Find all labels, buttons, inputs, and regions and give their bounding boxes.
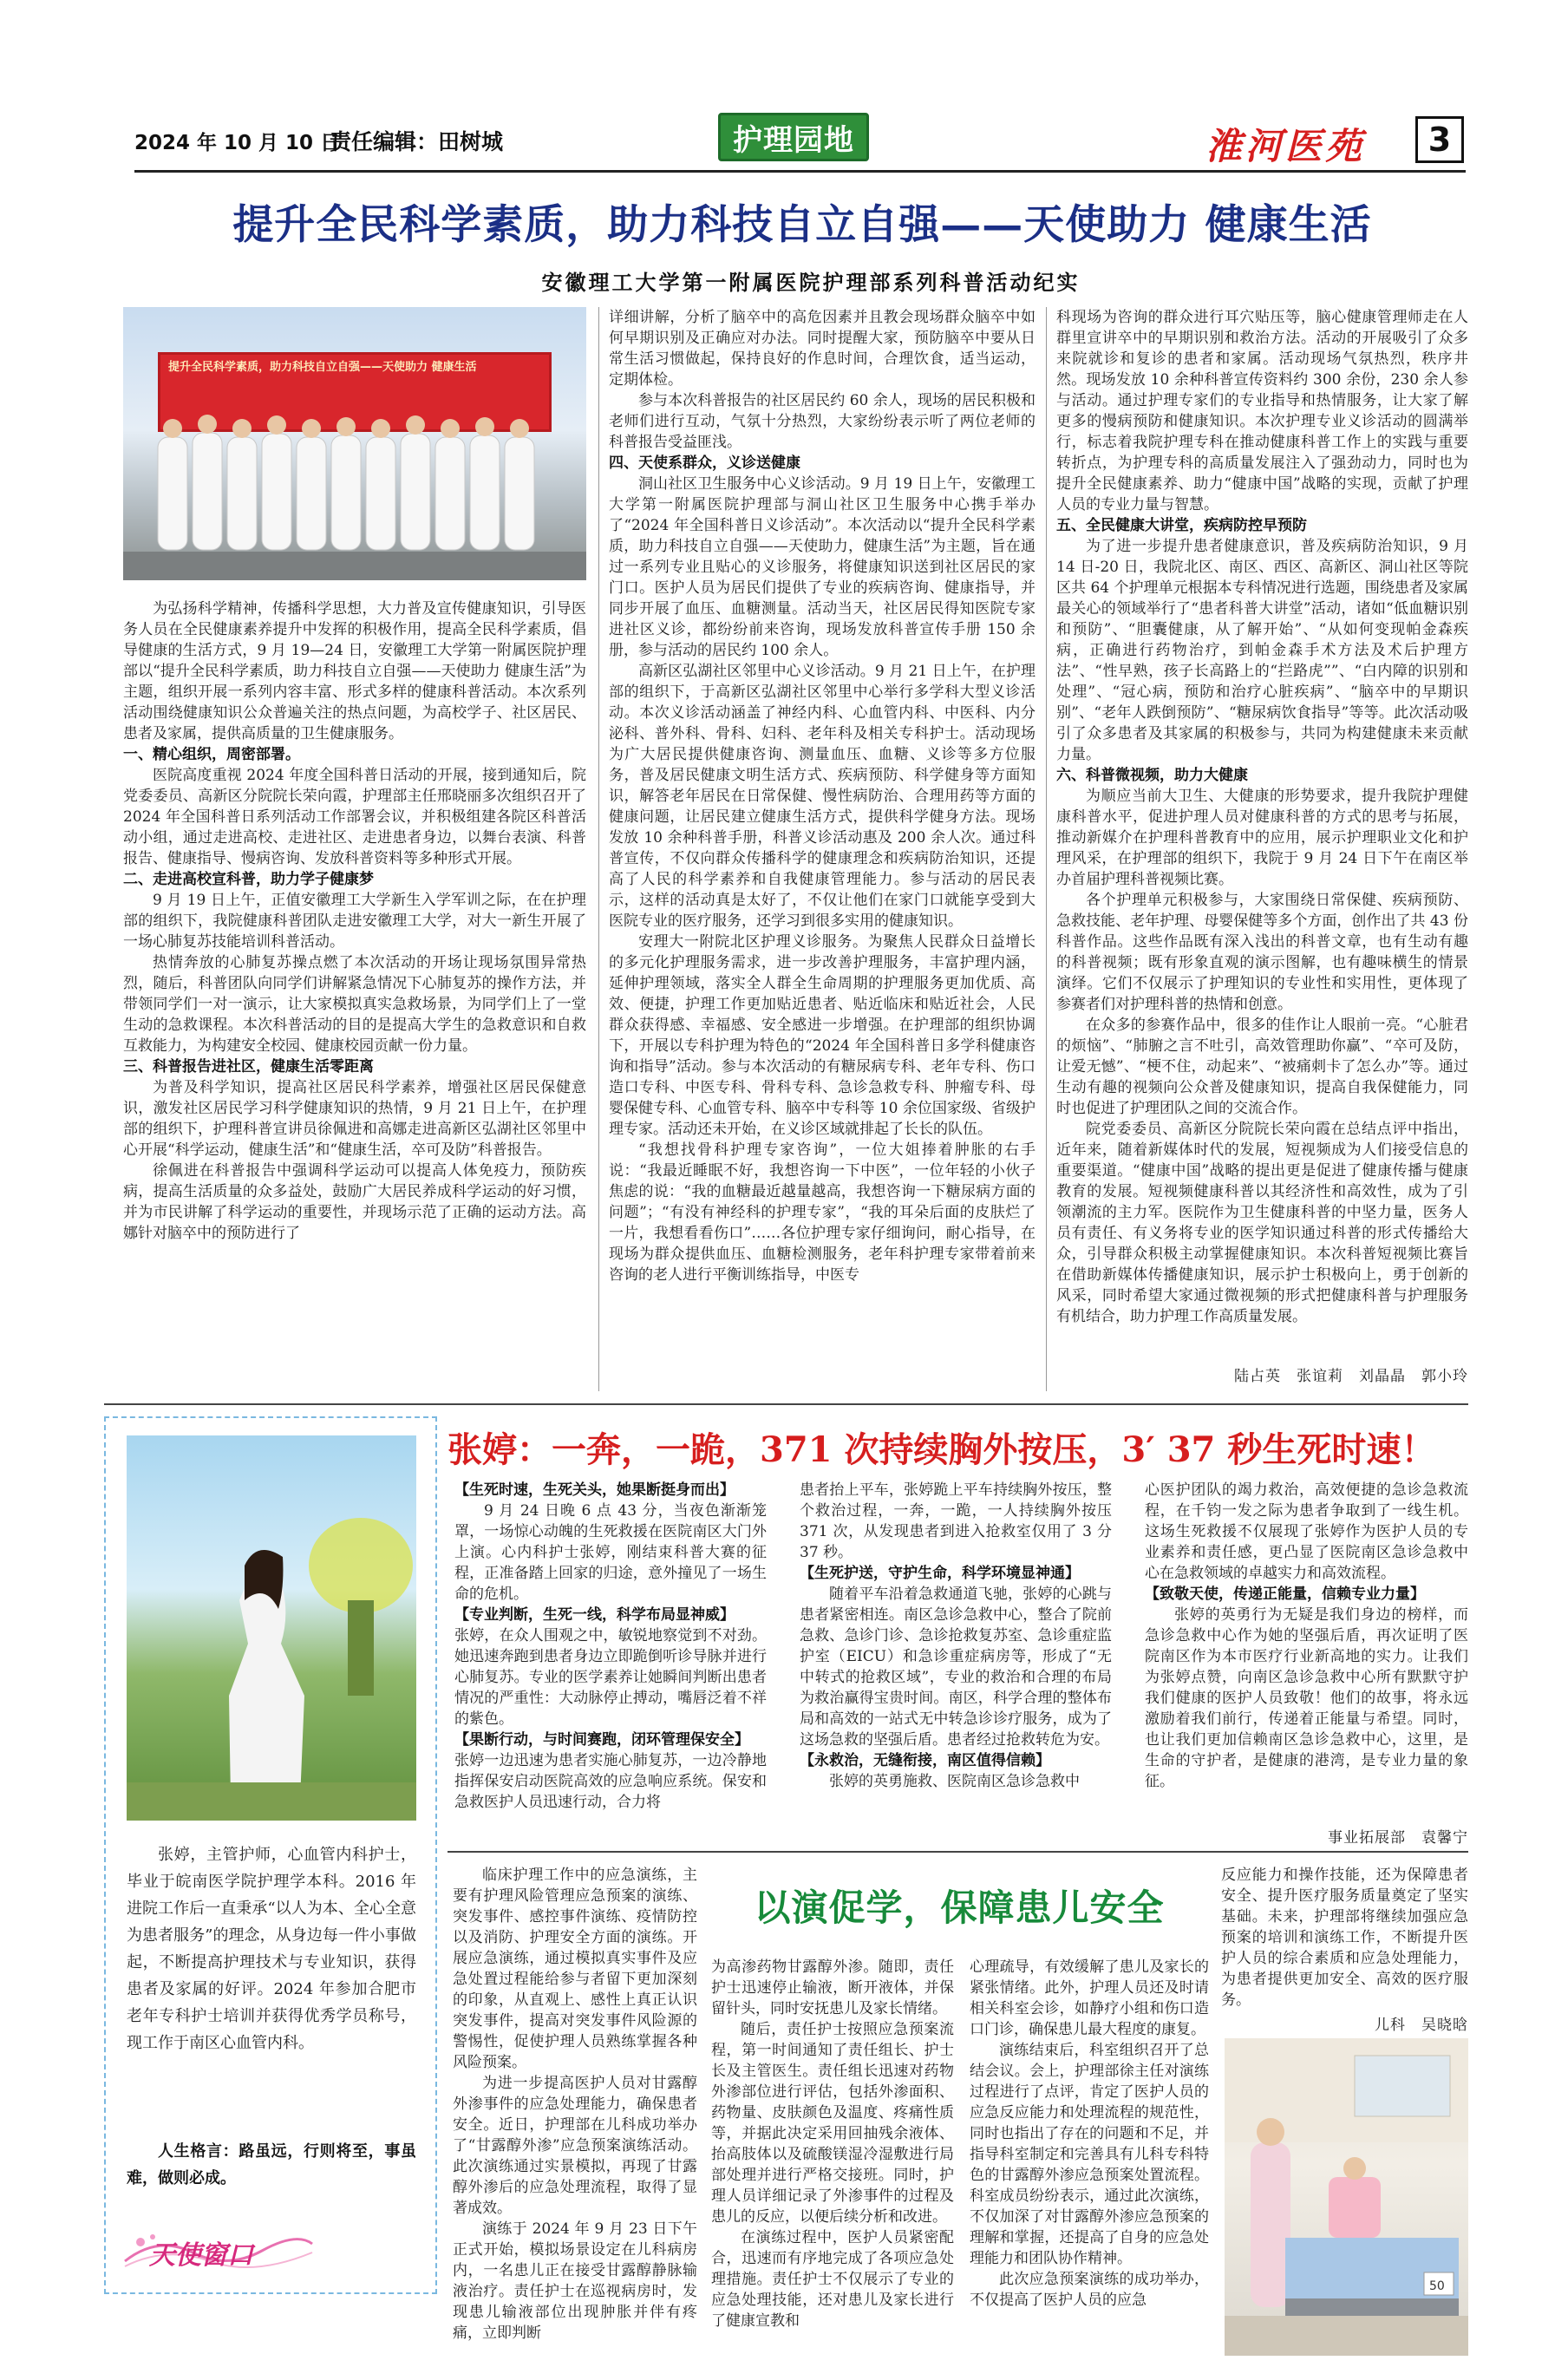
paragraph: 参与本次科普报告的社区居民约 60 余人，现场的居民积极和老师们进行互动，气氛十分热烈，大家纷纷表示听了两位老师的科普报告受益匪浅。 xyxy=(609,392,1036,451)
header-rule xyxy=(134,170,1466,173)
article2-col3-content xyxy=(1145,1480,1468,1792)
article2-author: 事业拓展部 袁馨宁 xyxy=(1328,1829,1468,1847)
paragraph: 张婷的英勇施救、医院南区急诊急救中 xyxy=(829,1773,1080,1790)
subheading: 【致敬天使，传递正能量，信赖专业力量】 xyxy=(1145,1586,1425,1603)
article3-column-2 xyxy=(711,1957,954,2364)
paragraph: 患者抬上平车，张婷跪上平车持续胸外按压，整个救治过程，一奔，一跪，一人持续胸外按压 371 次，从发现患者到进入抢救室仅用了 3 分 37 秒。 xyxy=(800,1481,1112,1561)
page-header xyxy=(0,0,1568,173)
newspaper-name: 淮河医苑 xyxy=(1205,125,1366,167)
page-number: 3 xyxy=(1428,121,1452,159)
subheading: 【生死时速，生死关头，她果断挺身而出】 xyxy=(454,1481,735,1499)
article3-col3-content xyxy=(970,1957,1209,2311)
angel-window-title: 天使窗口 xyxy=(149,2240,253,2271)
paragraph: 为弘扬科学精神，传播科学思想，大力普及宣传健康知识，引导医务人员在全民健康素养提升中发挥的积极作用，提高全民科学素质，倡导健康的生活方式，9 月 19—24 日，安徽理工大学第一附属医院护理部以“提升全民科学素质，助力科技自立自强——天使助力 健康生活”为主题，组织开展一系列内容丰富、形式多样的健康科普活动。本次系列活动围绕健康知识公众普遍关注的热点问题，为高校学子、社区居民、患者及家属，提供高质量的卫生健康服务。 xyxy=(123,600,586,742)
subheading: 五、全民健康大讲堂，疾病防控早预防 xyxy=(1056,517,1307,534)
article3-column-4 xyxy=(1221,1865,1468,2012)
paragraph: “我想找骨科护理专家咨询”，一位大姐捧着肿胀的右手说：“我最近睡眠不好，我想咨询一下中医”，一位年轻的小伙子焦虑的说：“我的血糖最近越量越高，我想咨询一下糖尿病方面的问题”；“有没有神经科的护理专家”，“我的耳朵后面的皮肤烂了一片，我想看看伤口”……各位护理专家仔细询问，耐心指导，在现场为群众提供血压、血糖检测服务，老年科护理专家带着前来咨询的老人进行平衡训练指导，中医专 xyxy=(609,1141,1036,1284)
profile-caption: 张婷，主管护师，心血管内科护士，毕业于皖南医学院护理学本科。2016 年进院工作后一直秉承“以人为本、全心全意为患者服务”的理念，从身边每一件小事做起，不断提高护理技术与专业知识，获得患者及家属的好评。2024 年参加合肥市老年专科护士培训并获得优秀学员称号，现工作于南区心血管内科。 xyxy=(127,1846,416,2052)
article2-column-1 xyxy=(454,1480,767,1844)
subheading: 三、科普报告进社区，健康生活零距离 xyxy=(123,1058,374,1076)
subheading: 【生死护送，守护生命，科学环境显神通】 xyxy=(800,1565,1080,1582)
subheading: 四、天使系群众，义诊送健康 xyxy=(609,454,800,472)
paragraph: 9 月 24 日晚 6 点 43 分，当夜色渐渐笼罩，一场惊心动魄的生死救援在医院南区大门外上演。心内科护士张婷，刚结束科普大赛的征程，正准备踏上回家的归途，意外撞见了一场生命的危机。 xyxy=(454,1502,767,1603)
issue-date: 2024 年 10 月 10 日 xyxy=(134,132,341,154)
section-name: 护理园地 xyxy=(733,122,854,158)
article2-bottom-rule xyxy=(448,1851,1468,1853)
profile-box xyxy=(104,1416,437,2294)
article1-column-1 xyxy=(123,598,586,1393)
paragraph: 心医护团队的竭力救治，高效便捷的急诊急救流程，在千钧一发之际为患者争取到了一线生机。这场生死救援不仅展现了张婷作为医护人员的专业素养和责任感，更凸显了医院南区急诊急救中心在急救领域的卓越实力和高效流程。 xyxy=(1145,1481,1468,1582)
paragraph: 为进一步提高医护人员对甘露醇外渗事件的应急处理能力，确保患者安全。近日，护理部在儿科成功举办了“甘露醇外渗”应急预案演练活动。此次演练通过实景模拟，再现了甘露醇外渗后的应急处理流程，取得了显著成效。 xyxy=(453,2075,697,2217)
paragraph: 热情奔放的心肺复苏操点燃了本次活动的开场让现场氛围异常热烈，随后，科普团队向同学们讲解紧急情况下心肺复苏的操作方法，并带领同学们一对一演示，让大家模拟真实急救场景，为同学们上了一堂生动的急救课程。本次科普活动的目的是提高大学生的急救意识和自救互救能力，为构建安全校园、健康校园贡献一份力量。 xyxy=(123,954,586,1055)
paragraph: 医院高度重视 2024 年度全国科普日活动的开展，接到通知后，院党委委员、高新区分院院长荣向霞，护理部主任邢晓丽多次组织召开了 2024 年全国科普日系列活动工作部署会议，并积极组建各院区科普活动小组，通过走进高校、走进社区、走进患者身边，以舞台表演、科普报告、健康指导、慢病咨询、发放科普资料等多种形式开展。 xyxy=(123,767,586,867)
subheading: 【果断行动，与时间赛跑，闭环管理保安全】 xyxy=(454,1731,749,1749)
article1-col3-content xyxy=(1056,307,1468,1327)
article2-col1-content xyxy=(454,1480,767,1813)
article1-col-divider-1 xyxy=(598,307,599,1391)
subheading: 【永救治，无缝衔接，南区值得信赖】 xyxy=(800,1752,1050,1769)
paragraph: 为顺应当前大卫生、大健康的形势要求，提升我院护理健康科普水平，促进护理人员对健康科普的方式的思考与拓展，推动新媒介在护理科普教育中的应用，展示护理职业文化和护理风采，在护理部的组织下，我院于 9 月 24 日下午在南区举办首届护理科普视频比赛。 xyxy=(1056,788,1468,888)
subheading: 六、科普微视频，助力大健康 xyxy=(1056,767,1248,784)
paragraph: 为了进一步提升患者健康意识，普及疾病防治知识，9 月 14 日-20 日，我院北区、南区、西区、高新区、洞山社区等院区共 64 个护理单元根据本专科情况进行选题，围绕患者及家属最关心的领域举行了“患者科普大讲堂”活动，诸如“低血糖识别和预防”、“胆囊健康，从了解开始”、“从如何变现帕金森疾病，正确进行药物治疗，到帕金森手术方法及术后护理方法”、“性早熟，孩子长高路上的“拦路虎””、“白内障的识别和处理”、“冠心病，预防和治疗心脏疾病”、“脑卒中的早期识别”、“老年人跌倒预防”、“糖尿病饮食指导”等等。此次活动吸引了众多患者及其家属的积极参与，共同为构建健康未来贡献力量。 xyxy=(1056,538,1468,763)
article1-bottom-rule xyxy=(104,1403,1468,1405)
article2-col2-content xyxy=(800,1480,1112,1792)
article1-authors: 陆占英 张谊莉 刘晶晶 郭小玲 xyxy=(1234,1368,1468,1385)
profile-portrait xyxy=(127,1435,416,1821)
paragraph: 为高渗药物甘露醇外渗。随即，责任护士迅速停止输液，断开液体，并保留针头，同时安抚患儿及家长情绪。 xyxy=(711,1958,954,2017)
ward-scene xyxy=(1225,2038,1468,2356)
article1-col1-content xyxy=(123,598,586,1244)
paragraph: 院党委委员、高新区分院院长荣向霞在总结点评中指出，近年来，随着新媒体时代的发展，短视频成为人们接受信息的重要渠道。“健康中国”战略的提出更是促进了健康传播与健康教育的发展。短视频健康科普以其经济性和高效性，成为了引领潮流的主力军。医院作为卫生健康科普的中坚力量，医务人员有责任、有义务将专业的医学知识通过科普的形式传播给大众，引导群众积极主动掌握健康知识。本次科普短视频比赛旨在借助新媒体传播健康知识，展示护士积极向上，勇于创新的风采，同时希望大家通过微视频的形式把健康科普与护理服务有机结合，助力护理工作高质量发展。 xyxy=(1056,1121,1468,1325)
page-number-box xyxy=(1415,116,1464,163)
paragraph: 在众多的参赛作品中，很多的佳作让人眼前一亮。“心脏君的烦恼”、“肺腑之言不吐引，高效管理助你赢”、“卒可及防，让爱无憾”、“梗不住，动起来”、“被痛刺卡了怎么办”等。通过生动有趣的视频向公众普及健康知识，提高自我保健能力，同时也促进了护理团队之间的交流合作。 xyxy=(1056,1017,1468,1117)
bed-number-label: 50 xyxy=(1429,2279,1445,2293)
editor-credit: 责任编辑：田树城 xyxy=(330,129,504,154)
article1-col2-content xyxy=(609,307,1036,1285)
paragraph: 为普及科学知识，提高社区居民科学素养，增强社区居民保健意识，激发社区居民学习科学健康知识的热情，9 月 21 日上午，在护理部的组织下，护理科普宣讲员徐佩进和高娜走进高新区弘湖社区邻里中心开展“科学运动，健康生活”和“健康生活，卒可及防”科普报告。 xyxy=(123,1079,586,1159)
article1-group-photo xyxy=(123,307,586,580)
banner-text: 提升全民科学素质，助力科技自立自强——天使助力 健康生活 xyxy=(168,361,477,374)
angel-window-badge xyxy=(123,2226,314,2275)
paragraph: 高新区弘湖社区邻里中心义诊活动。9 月 21 日上午，在护理部的组织下，于高新区弘湖社区邻里中心举行多学科大型义诊活动。本次义诊活动涵盖了神经内科、心血管内科、中医科、内分泌科、普外科、骨科、妇科、老年科及相关专科护士。活动现场为广大居民提供健康咨询、测量血压、血糖、义诊等多方位服务，普及居民健康文明生活方式、疾病预防、科学健身等方面知识，解答老年居民在日常保健、慢性病防治、合理用药等方面的健康问题，让居民建立健康生活方式，提供科学健身方法。现场发放 10 余种科普手册，科普义诊活动惠及 200 余人次。通过科普宣传，不仅向群众传播科学的健康理念和疾病防治知识，还提高了人民的科学素养和自我健康管理能力。参与活动的居民表示，这样的活动真是太好了，不仅让他们在家门口就能享受到大医院专业的医疗服务，还学习到很多实用的健康知识。 xyxy=(609,663,1036,930)
article3-col4-content xyxy=(1221,1865,1468,2011)
paragraph: 心理疏导，有效缓解了患儿及家长的紧张情绪。此外，护理人员还及时请相关科室会诊，如静疗小组和伤口造口门诊，确保患儿最大程度的康复。 xyxy=(970,1958,1209,2038)
paragraph: 反应能力和操作技能，还为保障患者安全、提升医疗服务质量奠定了坚实基础。未来，护理部将继续加强应急预案的培训和演练工作，不断提升医护人员的综合素质和应急处理能力，为患者提供更加安全、高效的医疗服务。 xyxy=(1221,1867,1468,2009)
paragraph: 演练于 2024 年 9 月 23 日下午正式开始，模拟场景设定在儿科病房内，一名患儿正在接受甘露醇静脉输液治疗。责任护士在巡视病房时，发现患儿输液部位出现肿胀并伴有疼痛，立即判断 xyxy=(453,2220,697,2342)
article3-author: 儿科 吴晓晗 xyxy=(1375,2017,1468,2034)
paragraph: 在演练过程中，医护人员紧密配合，迅速而有序地完成了各项应急处理措施。责任护士不仅展示了专业的应急处理技能，还对患儿及家长进行了健康宣教和 xyxy=(711,2229,954,2330)
article3-title: 以演促学，保障患儿安全 xyxy=(754,1886,1165,1929)
subheading: 一、精心组织，周密部署。 xyxy=(123,746,300,763)
paragraph: 临床护理工作中的应急演练，主要有护理风险管理应急预案的演练、突发事件、感控事件演练、疫情防控以及消防、护理安全方面的演练。开展应急演练，通过模拟真实事件及应急处置过程能给参与者留下更加深刻的印象，从直观上、感性上真正认识突发事件，提高对突发事件风险源的警惕性，促使护理人员熟练掌握各种风险预案。 xyxy=(453,1867,697,2071)
section-badge xyxy=(718,113,869,161)
paragraph: 徐佩进在科普报告中强调科学运动可以提高人体免疫力，预防疾病，提高生活质量的众多益处，鼓励广大居民养成科学运动的好习惯，并为市民讲解了科学运动的重要性，并现场示范了正确的运动方法。高娜针对脑卒中的预防进行了 xyxy=(123,1162,586,1242)
article2-title: 张婷：一奔，一跪，371 次持续胸外按压，3′ 37 秒生死时速！ xyxy=(448,1429,1436,1470)
paragraph: 张婷，在众人围观之中，敏锐地察觉到不对劲。她迅速奔跑到患者身边立即跪倒听诊导脉并进行心肺复苏。专业的医学素养让她瞬间判断出患者情况的严重性：大动脉停止搏动，嘴唇泛着不祥的紫色。 xyxy=(454,1627,767,1728)
article1-col-divider-2 xyxy=(1046,307,1047,1391)
article1-subtitle: 安徽理工大学第一附属医院护理部系列科普活动纪实 xyxy=(541,270,1081,295)
article1-title: 提升全民科学素质，助力科技自立自强——天使助力 健康生活 xyxy=(232,201,1372,249)
paragraph: 科现场为咨询的群众进行耳穴贴压等，脑心健康管理师走在人群里宣讲卒中的早期识别和救治方法。活动的开展吸引了众多来院就诊和复诊的患者和家属。活动现场气氛热烈，秩序井然。现场发放 10 余种科普宣传资料约 300 余份，230 余人参与活动。通过护理专家们的专业指导和热情服务，让大家了解更多的慢病预防和健康知识。本次护理专业义诊活动的圆满举行，标志着我院护理专科在推动健康科普工作上的实践与重要转折点，为护理专科的高质量发展注入了强劲动力，同时也为提升全民健康素养、助力“健康中国”战略的实现，贡献了护理人员的专业力量与智慧。 xyxy=(1056,309,1468,513)
paragraph: 详细讲解，分析了脑卒中的高危因素并且教会现场群众脑卒中如何早期识别及正确应对办法。同时提醒大家，预防脑卒中要从日常生活习惯做起，保持良好的作息时间，合理饮食，适当运动，定期体检。 xyxy=(609,309,1036,389)
article3-column-3 xyxy=(970,1957,1209,2364)
paragraph: 各个护理单元积极参与，大家围绕日常保健、疾病预防、急救技能、老年护理、母婴保健等多个方面，创作出了共 43 份科普作品。这些作品既有深入浅出的科普文章，也有生动有趣的科普视频；既有形象直观的演示图解，也有趣味横生的情景演绎。它们不仅展示了护理知识的专业性和实用性，更体现了参赛者们对护理科普的热情和创意。 xyxy=(1056,892,1468,1013)
paragraph: 张婷的英勇行为无疑是我们身边的榜样，而急诊急救中心作为她的坚强后盾，再次证明了医院南区作为本市医疗行业新高地的实力。让我们为张婷点赞，向南区急诊急救中心所有默默守护我们健康的医护人员致敬！他们的故事，将永远激励着我们前行，传递着正能量与希望。同时，也让我们更加信赖南区急诊急救中心，这里，是生命的守护者，是健康的港湾，是专业力量的象征。 xyxy=(1145,1606,1468,1790)
article1-column-3 xyxy=(1056,307,1468,1360)
article3-col2-content xyxy=(711,1957,954,2331)
paragraph: 随着平车沿着急救通道飞驰，张婷的心跳与患者紧密相连。南区急诊急救中心，整合了院前急救、急诊门诊、急诊抢救复苏室、急诊重症监护室（EICU）和急诊重症病房等，形成了“无中转式的抢救区域”，专业的救治和合理的布局为救治赢得宝贵时间。南区，科学合理的整体布局和高效的一站式无中转急诊诊疗服务，成为了这场急救的坚强后盾。患者经过抢救转危为安。 xyxy=(800,1586,1112,1749)
article1-column-2 xyxy=(609,307,1036,1393)
paragraph: 9 月 19 日上午，正值安徽理工大学新生入学军训之际，在在护理部的组织下，我院健康科普团队走进安徽理工大学，对大一新生开展了一场心肺复苏技能培训科普活动。 xyxy=(123,892,586,951)
portrait-figure xyxy=(127,1435,416,1821)
paragraph: 洞山社区卫生服务中心义诊活动。9 月 19 日上午，安徽理工大学第一附属医院护理部与洞山社区卫生服务中心携手举办了“2024 年全国科普日义诊活动”。本次活动以“提升全民科学素质，助力科技自立自强——天使助力，健康生活”为主题，旨在通过一系列专业且贴心的义诊服务，将健康知识送到社区居民的家门口。医护人员为居民们提供了专业的疾病咨询、健康指导，并同步开展了血压、血糖测量。活动当天，社区居民得知医院专家进社区义诊，都纷纷前来咨询，现场发放科普宣传手册 150 余册，参与活动的居民约 100 余人。 xyxy=(609,475,1036,659)
paragraph: 随后，责任护士按照应急预案流程，第一时间通知了责任组长、护士长及主管医生。责任组长迅速对药物外渗部位进行评估，包括外渗面积、药物量、皮肤颜色及温度、疼痛性质等，并据此决定采用回抽残余液体、抬高肢体以及硫酸镁湿冷湿敷进行局部处理并进行严格交接班。同时，护理人员详细记录了外渗事件的过程及患儿的反应，以便后续分析和改进。 xyxy=(711,2021,954,2226)
paragraph: 演练结束后，科室组织召开了总结会议。会上，护理部徐主任对演练过程进行了点评，肯定了医护人员的应急反应能力和处理流程的规范性，同时也指出了存在的问题和不足，并指导科室制定和完善具有儿科专科特色的甘露醇外渗应急预案处置流程。科室成员纷纷表示，通过此次演练，不仅加深了对甘露醇外渗应急预案的理解和掌握，还提高了自身的应急处理能力和团队协作精神。 xyxy=(970,2042,1209,2267)
article3-title-box xyxy=(709,1867,1209,1945)
paragraph: 安理大一附院北区护理义诊服务。为聚焦人民群众日益增长的多元化护理服务需求，进一步改善护理服务，丰富护理内涵，延伸护理领域，落实全人群全生命周期的护理服务更加优质、高效、便捷，护理工作更加贴近患者、贴近临床和贴近社会，人民群众获得感、幸福感、安全感进一步增强。在护理部的组织协调下，开展以专科护理为特色的“2024 年全国科普日多学科健康咨询和指导”活动。参与本次活动的有糖尿病专科、老年专科、伤口造口专科、中医专科、骨科专科、急诊急救专科、肿瘤专科、母婴保健专科、心血管专科、脑卒中专科等 10 余位国家级、省级护理专家。活动还未开始，在义诊区域就排起了长长的队伍。 xyxy=(609,933,1036,1138)
article2-column-3 xyxy=(1145,1480,1468,1823)
article3-col1-content xyxy=(453,1865,697,2344)
paragraph: 张婷一边迅速为患者实施心肺复苏，一边冷静地指挥保安启动医院高效的应急响应系统。保安和急救医护人员迅速行动，合力将 xyxy=(454,1752,767,1811)
article3-column-1 xyxy=(453,1865,697,2364)
paragraph: 此次应急预案演练的成功举办，不仅提高了医护人员的应急 xyxy=(970,2271,1209,2309)
subheading: 二、走进高校宣科普，助力学子健康梦 xyxy=(123,871,374,888)
article3-ward-photo xyxy=(1225,2038,1468,2356)
subheading: 【专业判断，生死一线，科学布局显神威】 xyxy=(454,1606,735,1624)
article2-column-2 xyxy=(800,1480,1112,1844)
profile-motto: 人生格言：路虽远，行则将至，事虽难，做则必成。 xyxy=(127,2142,416,2187)
nurses-group-figures xyxy=(123,307,586,580)
